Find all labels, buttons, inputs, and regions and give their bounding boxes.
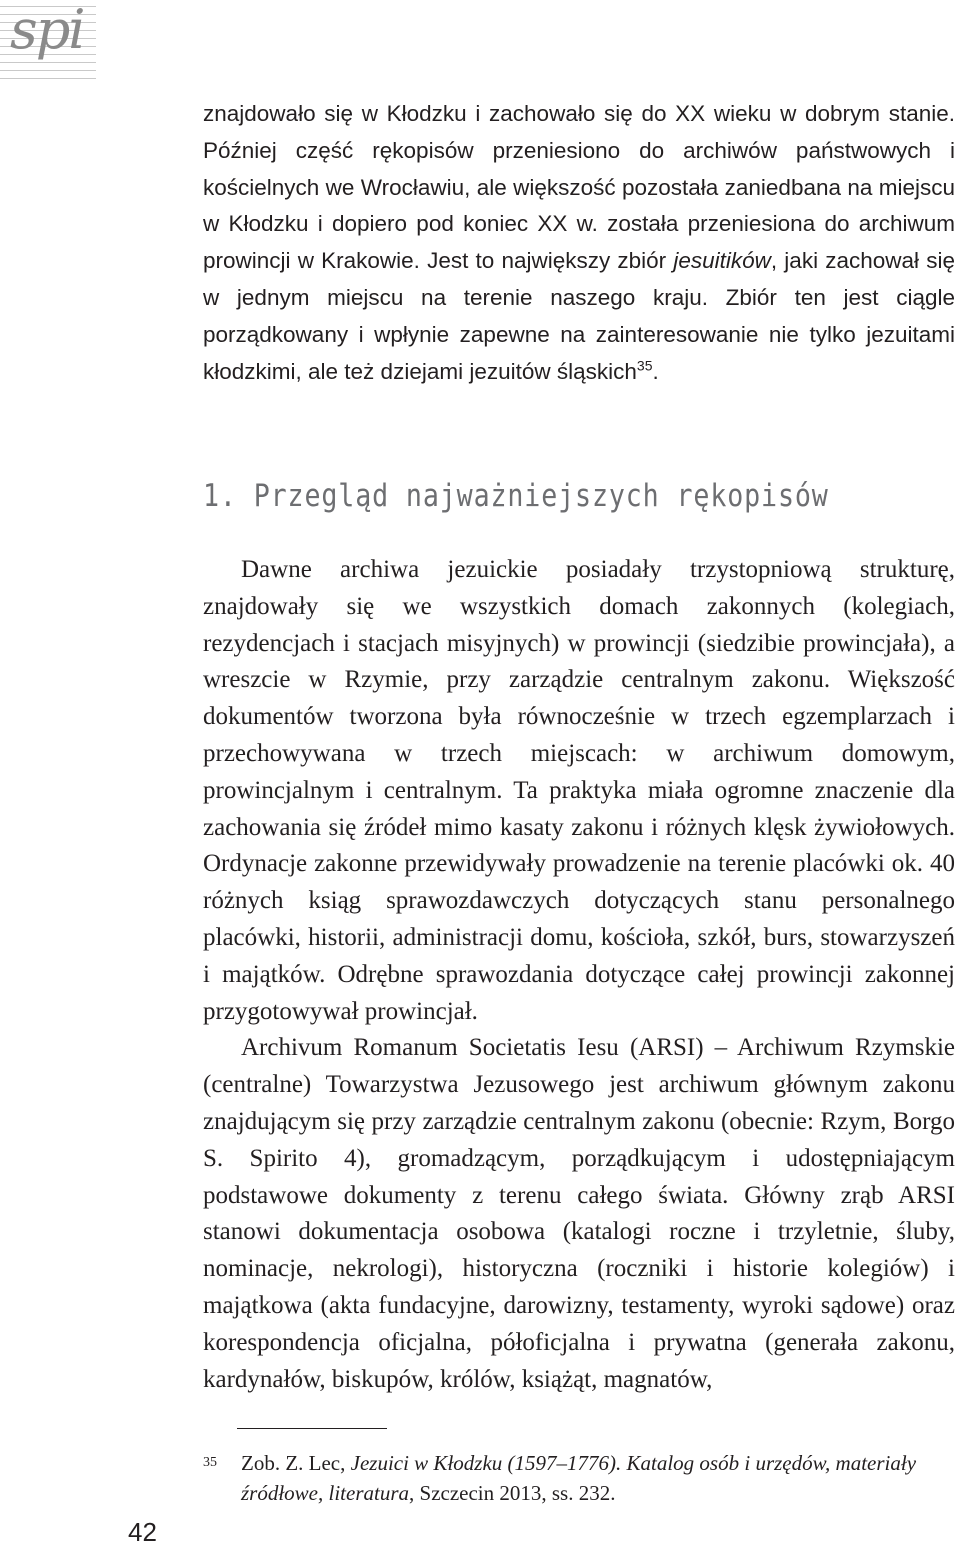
footnote — [203, 1448, 955, 1508]
top-paragraph-end: . — [652, 358, 659, 384]
main-text-block — [203, 552, 955, 1398]
top-paragraph-italic: jesuitików — [673, 248, 771, 274]
footnote-text — [241, 1448, 955, 1508]
footnote-reference[interactable]: 35 — [636, 357, 653, 374]
paragraph-1: Dawne archiwa jezuickie posiadały trzystopniową strukturę, znajdowały się we wszystkich domach zakonnych (kolegiach, rezydencjach i stacjach misyjnych) w prowincji (siedzibie prowincjała), a wreszcie w Rzymie, przy zarządzie centralnym zakonu. Większość dokumentów tworzona była równocześnie w trzech egzemplarzach i przechowywana w trzech miejscach: w archiwum domowym, prowincjalnym i centralnym. Ta praktyka miała ogromne znaczenie dla zachowania się źródeł mimo kasaty zakonu i różnych klęsk żywiołowych. Ordynacje zakonne przewidywały prowadzenie na terenie placówki ok. 40 różnych ksiąg sprawozdawczych dotyczących stanu personalnego placówki, historii, administracji domu, kościoła, szkół, burs, stowarzyszeń i majątków. Odrębne sprawozdania dotyczące całej prowincji zakonnej przygotowywał prowincjał. — [203, 556, 955, 1025]
top-paragraph-block — [203, 96, 955, 390]
top-paragraph — [203, 96, 955, 390]
footnote-prefix: Zob. Z. Lec, — [241, 1451, 351, 1475]
paragraph-2: Archivum Romanum Societatis Iesu (ARSI) – Archiwum Rzymskie (centralne) Towarzystwa Jezusowego jest archiwum głównym zakonu znajdującym się przy zarządzie centralnym zakonu (obecnie: Rzym, Borgo S. Spirito 4), gromadzącym, porządkującym i udostępniającym podstawowe dokumenty z terenu całego świata. Główny zrąb ARSI stanowi dokumentacja osobowa (katalogi roczne i trzyletnie, śluby, nominacje, nekrologi), historyczna (roczniki i historie kolegiów) i majątkowa (akta fundacyjne, darowizny, testamenty, wyroki sądowe) oraz korespondencja oficjalna, półoficjalna i prywatna (generała zakonu, kardynałów, biskupów, królów, książąt, magnatów, — [203, 1034, 955, 1393]
section-heading: 1. Przegląd najważniejszych rękopisów — [203, 478, 829, 514]
logo-text: spi — [10, 0, 84, 61]
footnote-number: 35 — [203, 1455, 217, 1470]
page-number: 42 — [128, 1517, 157, 1547]
top-paragraph-text-1: znajdowało się w Kłodzku i zachowało się do XX wieku w dobrym stanie. Później część rękopisów przeniesiono do archiwów państwowych i kościelnych we Wrocławiu, ale większość pozostała zaniedbana na miejscu w Kłodzku i dopiero pod koniec XX w. została przeniesiona do archiwum prowincji w Krakowie. Jest to największy zbiór — [203, 101, 955, 274]
top-paragraph-text-2: , jaki zachował się w jednym miejscu na terenie naszego kraju. Zbiór ten jest ciągle porządkowany i wpłynie zapewne na zainteresowanie nie tylko jezuitami kłodzkimi, ale też dziejami jezuitów śląskich — [203, 248, 955, 384]
footnote-divider — [237, 1428, 387, 1429]
footnote-title: Jezuici w Kłodzku (1597–1776). Katalog osób i urzędów, materiały źródłowe, literatura — [241, 1451, 917, 1505]
footnote-suffix: , Szczecin 2013, ss. 232. — [409, 1481, 616, 1505]
journal-logo — [0, 0, 96, 92]
